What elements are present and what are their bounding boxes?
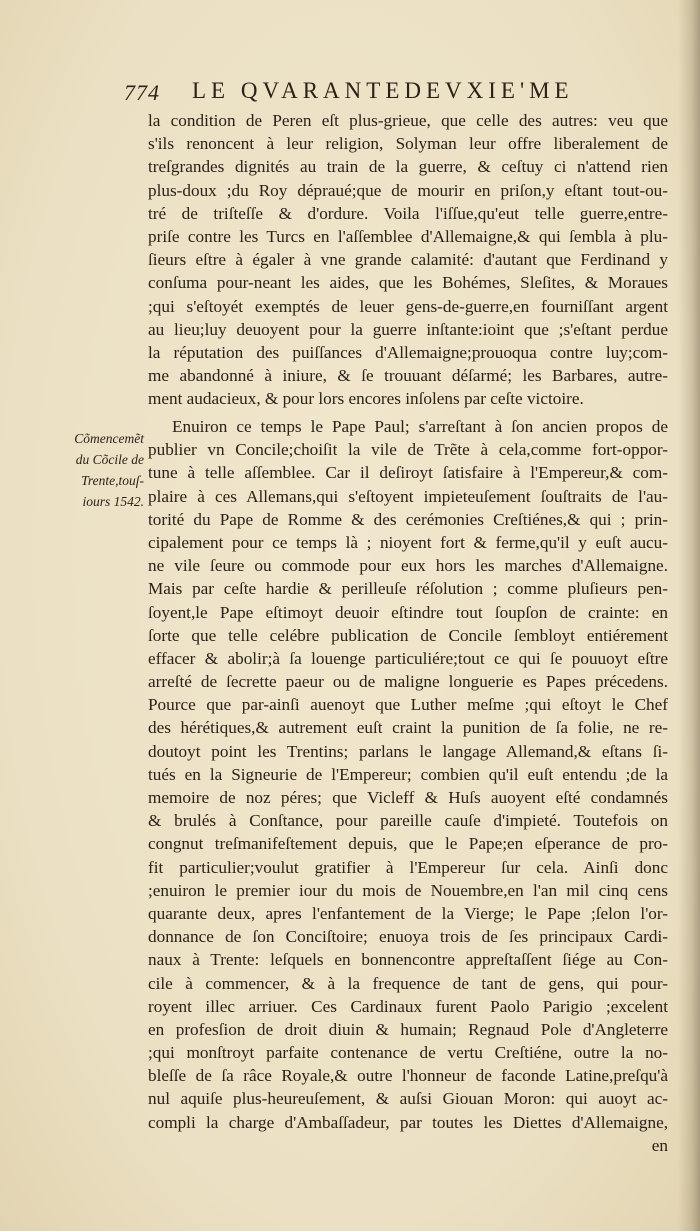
margin-note: [62, 428, 144, 512]
text-line: nul aquiſe plus-heureuſement, & auſsi Giouan Moron: qui auoyt ac-: [148, 1089, 668, 1109]
text-line: & brulés à Conſtance, pour pareille cauſe d'impieté. Toutefois on: [148, 811, 668, 831]
page-header: [124, 78, 644, 110]
text-line: bleſſe de ſa râce Royale,& outre l'honneur de faconde Latine,preſqu'à: [148, 1066, 668, 1086]
text-line: publier vn Concile;choiſit la vile de Trẽte à cela,comme fort-oppor-: [148, 440, 668, 460]
text-line: compli la charge d'Ambaſſadeur, par toutes les Diettes d'Allemaigne,: [148, 1112, 668, 1132]
text-line: ment audacieux, & pour lors encores inſolens par ceſte victoire.: [148, 389, 584, 409]
text-line: s'ils renoncent à leur religion, Solyman leur offre liberalement de: [148, 134, 668, 154]
paragraph-2: [148, 415, 668, 1157]
text-line: plus-doux ;du Roy dépraué;que de mourir en priſon,y eſtant tout-ou-: [148, 180, 668, 200]
text-line: cipalement pour ce temps là ; nioyent fort & ferme,qu'il y euſt aucu-: [148, 532, 668, 552]
text-line: ne vile ſeure ou commode pour eux hors les marches d'Allemaigne.: [148, 556, 668, 576]
page-number: 774: [124, 80, 160, 105]
text-line: ;qui s'eſtoyét exemptés de leuer gens-de-guerre,en fourniſſant argent: [148, 296, 668, 316]
text-line: memoire de noz péres; que Vicleff & Huſs auoyent eſté condamnés: [148, 788, 668, 807]
text-line: ſoyent,le Pape eſtimoyt deuoir eſtindre tout ſoupſon de crainte: en: [148, 602, 668, 622]
catchword: en: [651, 1135, 668, 1155]
text-line: cile à commencer, & à la frequence de tant de gens, qui pour-: [148, 973, 668, 993]
text-line: Mais par ceſte hardie & perilleuſe réſolution ; comme pluſieurs pen-: [148, 579, 668, 599]
text-line: Pource que par-ainſi auenoyt que Luther meſme ;qui eſtoyt le Chef: [148, 695, 668, 715]
text-line: fit particulier;voulut gratifier à l'Empereur ſur cela. Ainſi donc: [148, 857, 668, 877]
text-line: priſe contre les Turcs en l'aſſemblee d'Allemaigne,& qui ſembla à plu-: [148, 226, 668, 246]
text-line: donnance de ſon Conciſtoire; enuoya trois de ſes principaux Cardi-: [148, 927, 668, 947]
text-line: treſgrandes dignités au train de la guerre, & ceſtuy ci n'attend rien: [148, 157, 668, 177]
text-line: royent illec arriuer. Ces Cardinaux furent Paolo Parigio ;excelent: [148, 996, 668, 1016]
text-line: torité du Pape de Romme & des cerémonies Creſtiénes,& qui ; prin-: [148, 509, 668, 529]
text-line: tune à telle aſſemblee. Car il deſiroyt ſatisfaire à l'Empereur,& com-: [148, 463, 668, 483]
text-line: ſieurs eſtre à égaler à vne grande calamité: d'autant que Ferdinand y: [148, 250, 668, 270]
text-line: ;qui monſtroyt parfaite contenance de vertu Creſtiéne, outre la no-: [148, 1043, 668, 1063]
text-line: conſuma pour-neant les aides, que les Bohémes, Sleſites, & Moraues: [148, 273, 668, 293]
text-line: plaire à ces Allemans,qui s'eſtoyent impieteuſement ſouſtraits de l'au-: [148, 486, 668, 506]
text-line: effacer & abolir;à ſa louenge particuliére;tout ce qui ſe pouuoyt eſtre: [148, 648, 668, 668]
paragraph-1: [148, 109, 668, 410]
text-line: ;enuiron le premier iour du mois de Nouembre,en l'an mil cinq cens: [148, 880, 668, 900]
text-line: tués en la Signeurie de l'Empereur; combien qu'il euſt entendu ;de la: [148, 764, 668, 784]
text-line: des hérétiques,& autrement euſt craint la punition de ſa folie, ne re-: [148, 718, 668, 738]
text-line: doutoyt point les Trentins; parlans le langage Allemand,& eſtans ſi-: [148, 741, 668, 761]
text-line: me abandonné à iniure, & ſe trouuant déſarmé; les Barbares, autre-: [148, 366, 668, 386]
page-gutter-shadow: [678, 0, 700, 1231]
text-line: ſorte que telle celébre publication de Concile ſembloyt entiérement: [148, 625, 668, 645]
text-line: la réputation des puiſſances d'Allemaigne;prouoqua contre luy;com-: [148, 342, 668, 362]
text-line: au lieu;luy deuoyent pour la guerre inſtante:ioint que ;s'eſtant perdue: [148, 319, 668, 339]
text-line: tré de triſteſſe & d'ordure. Voila l'iſſue,qu'eut telle guerre,entre-: [148, 203, 668, 223]
text-line: Enuiron ce temps le Pape Paul; s'arreſtant à ſon ancien propos de: [172, 417, 668, 436]
text-line: quarante deux, apres l'enfantement de la Vierge; le Pape ;ſelon l'or-: [148, 903, 668, 923]
text-line: en profesſion de droit diuin & humain; Regnaud Pole d'Angleterre: [148, 1019, 668, 1039]
text-line: naux à Trente: leſquels en bonnencontre appreſtaſſent ſiége au Con-: [148, 950, 668, 970]
text-line: congnut treſmanifeſtement depuis, que le Pape;en eſperance de pro-: [148, 834, 668, 854]
margin-note-line: iours 1542.: [82, 494, 144, 509]
margin-note-line: Cõmencemẽt: [74, 431, 144, 446]
text-line: la condition de Peren eſt plus-grieue, que celle des autres: veu que: [148, 111, 668, 130]
text-line: arreſté de ſecrette paeur ou de maligne longuerie es Papes précedens.: [148, 672, 668, 692]
running-title: LE QVARANTEDEVXIE'ME: [192, 78, 574, 103]
margin-note-line: Trente,touſ-: [81, 473, 144, 488]
margin-note-line: du Cõcile de: [75, 452, 144, 467]
